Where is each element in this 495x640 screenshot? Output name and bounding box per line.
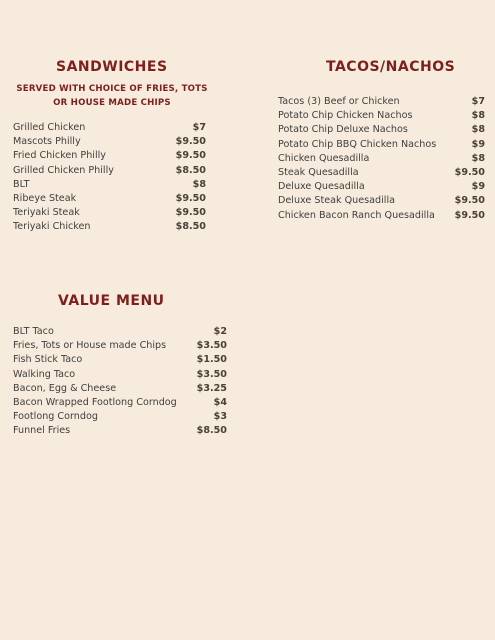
item-price: $9.50 bbox=[175, 207, 206, 219]
list-item bbox=[13, 382, 227, 396]
item-name: Ribeye Steak bbox=[13, 192, 77, 204]
item-name: Bacon Wrapped Footlong Corndog bbox=[13, 396, 177, 408]
list-item bbox=[278, 95, 485, 109]
item-name: Funnel Fries bbox=[13, 425, 71, 437]
item-name: Steak Quesadilla bbox=[278, 166, 359, 178]
item-price: $7 bbox=[471, 96, 485, 107]
item-price: $2 bbox=[213, 326, 227, 337]
list-item bbox=[278, 109, 485, 123]
value-menu-title: VALUE MENU bbox=[58, 293, 165, 309]
item-price: $8.50 bbox=[175, 221, 206, 233]
item-price: $3 bbox=[213, 411, 227, 423]
item-price: $3.50 bbox=[196, 340, 227, 352]
sandwiches-subtitle-line-1: SERVED WITH CHOICE OF FRIES, TOTS bbox=[16, 84, 208, 94]
item-name: Fries, Tots or House made Chips bbox=[13, 340, 167, 352]
list-item bbox=[278, 123, 485, 137]
list-item bbox=[13, 325, 227, 339]
item-name: Potato Chip Deluxe Nachos bbox=[278, 124, 408, 136]
item-name: Deluxe Quesadilla bbox=[278, 181, 365, 193]
list-item bbox=[13, 339, 227, 353]
item-price: $8 bbox=[471, 152, 485, 164]
item-price: $3.25 bbox=[196, 382, 227, 394]
list-item bbox=[278, 180, 485, 194]
item-price: $9.50 bbox=[175, 192, 206, 204]
list-item bbox=[13, 206, 206, 220]
item-name: Teriyaki Steak bbox=[13, 207, 80, 219]
item-price: $8 bbox=[192, 178, 206, 190]
item-price: $1.50 bbox=[196, 354, 227, 366]
item-name: Footlong Corndog bbox=[13, 411, 98, 423]
item-name: Mascots Philly bbox=[13, 136, 81, 148]
list-item bbox=[278, 138, 485, 152]
item-name: Walking Taco bbox=[13, 368, 76, 380]
sandwiches-subtitle-line-2: OR HOUSE MADE CHIPS bbox=[53, 98, 171, 108]
sandwiches-subtitle bbox=[12, 82, 212, 110]
list-item bbox=[278, 194, 485, 208]
item-price: $9 bbox=[471, 181, 485, 193]
item-price: $9.50 bbox=[454, 166, 485, 178]
list-item bbox=[13, 121, 206, 135]
item-price: $9.50 bbox=[454, 195, 485, 207]
item-name: Potato Chip Chicken Nachos bbox=[278, 110, 413, 122]
sandwiches-title: SANDWICHES bbox=[56, 59, 168, 75]
item-name: Grilled Chicken bbox=[13, 122, 86, 133]
list-item bbox=[13, 410, 227, 424]
sandwiches-list bbox=[13, 121, 206, 235]
item-price: $8.50 bbox=[175, 164, 206, 176]
item-name: Deluxe Steak Quesadilla bbox=[278, 195, 395, 207]
tacos-nachos-list bbox=[278, 95, 485, 223]
list-item bbox=[13, 149, 206, 163]
list-item bbox=[13, 164, 206, 178]
item-name: Grilled Chicken Philly bbox=[13, 164, 114, 176]
item-price: $8.50 bbox=[196, 425, 227, 437]
item-price: $4 bbox=[213, 396, 227, 408]
list-item bbox=[13, 353, 227, 367]
item-name: Bacon, Egg & Cheese bbox=[13, 382, 117, 394]
list-item bbox=[13, 368, 227, 382]
item-price: $9.50 bbox=[454, 209, 485, 221]
item-price: $8 bbox=[471, 124, 485, 136]
item-price: $9.50 bbox=[175, 136, 206, 148]
item-price: $9 bbox=[471, 138, 485, 150]
list-item bbox=[13, 178, 206, 192]
list-item bbox=[13, 135, 206, 149]
list-item bbox=[13, 192, 206, 206]
tacos-nachos-title: TACOS/NACHOS bbox=[326, 59, 456, 75]
list-item bbox=[13, 424, 227, 438]
item-price: $8 bbox=[471, 110, 485, 122]
item-name: BLT bbox=[13, 178, 30, 190]
item-price: $7 bbox=[192, 122, 206, 133]
list-item bbox=[13, 396, 227, 410]
list-item bbox=[278, 209, 485, 223]
item-name: Teriyaki Chicken bbox=[13, 221, 91, 233]
value-menu-list bbox=[13, 325, 227, 439]
item-name: Potato Chip BBQ Chicken Nachos bbox=[278, 138, 437, 150]
list-item bbox=[13, 220, 206, 234]
item-name: Fish Stick Taco bbox=[13, 354, 83, 366]
item-price: $3.50 bbox=[196, 368, 227, 380]
item-price: $9.50 bbox=[175, 150, 206, 162]
item-name: Fried Chicken Philly bbox=[13, 150, 106, 162]
item-name: Tacos (3) Beef or Chicken bbox=[278, 96, 400, 107]
item-name: Chicken Quesadilla bbox=[278, 152, 370, 164]
list-item bbox=[278, 166, 485, 180]
item-name: Chicken Bacon Ranch Quesadilla bbox=[278, 209, 435, 221]
list-item bbox=[278, 152, 485, 166]
item-name: BLT Taco bbox=[13, 326, 54, 337]
